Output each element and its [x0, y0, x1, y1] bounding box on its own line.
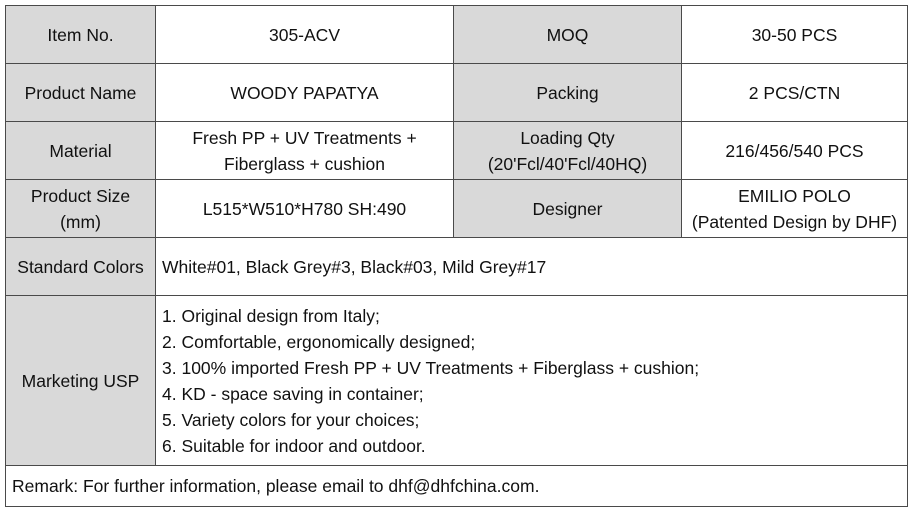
- loading-qty-label-line: Loading Qty: [520, 127, 615, 148]
- table-row: [6, 466, 908, 507]
- remark-text: Remark: For further information, please email to dhf@dhfchina.com.: [6, 466, 908, 507]
- loading-qty-label-line: (20'Fcl/40'Fcl/40HQ): [487, 153, 648, 174]
- designer-value: [682, 180, 908, 238]
- loading-qty-label: [454, 122, 682, 180]
- usp-item: 3. 100% imported Fresh PP + UV Treatments + Fiberglass + cushion;: [162, 357, 700, 378]
- product-name-label: Product Name: [6, 64, 156, 122]
- moq-value: 30-50 PCS: [682, 6, 908, 64]
- usp-item: 1. Original design from Italy;: [162, 305, 380, 326]
- usp-item: 5. Variety colors for your choices;: [162, 409, 420, 430]
- marketing-usp-label: Marketing USP: [6, 296, 156, 466]
- product-size-value: L515*W510*H780 SH:490: [156, 180, 454, 238]
- product-size-label-line: Product Size: [30, 185, 131, 206]
- marketing-usp-value: [156, 296, 908, 466]
- material-value: [156, 122, 454, 180]
- table-row: [6, 64, 908, 122]
- product-name-value: WOODY PAPATYA: [156, 64, 454, 122]
- designer-label: Designer: [454, 180, 682, 238]
- table-row: [6, 296, 908, 466]
- packing-value: 2 PCS/CTN: [682, 64, 908, 122]
- table-row: [6, 238, 908, 296]
- table-row: [6, 6, 908, 64]
- product-size-label-line: (mm): [60, 211, 101, 232]
- designer-value-line: (Patented Design by DHF): [691, 211, 898, 232]
- packing-label: Packing: [454, 64, 682, 122]
- item-no-value: 305-ACV: [156, 6, 454, 64]
- usp-list: [162, 303, 901, 459]
- usp-item: 2. Comfortable, ergonomically designed;: [162, 331, 476, 352]
- table-row: [6, 122, 908, 180]
- product-spec-table: [5, 5, 908, 507]
- material-value-line: Fiberglass + cushion: [224, 153, 385, 174]
- table-row: [6, 180, 908, 238]
- standard-colors-label: Standard Colors: [6, 238, 156, 296]
- usp-item: 6. Suitable for indoor and outdoor.: [162, 435, 426, 456]
- loading-qty-value: 216/456/540 PCS: [682, 122, 908, 180]
- material-value-line: Fresh PP + UV Treatments +: [192, 127, 417, 148]
- item-no-label: Item No.: [6, 6, 156, 64]
- moq-label: MOQ: [454, 6, 682, 64]
- product-size-label: [6, 180, 156, 238]
- designer-value-line: EMILIO POLO: [738, 185, 851, 206]
- usp-item: 4. KD - space saving in container;: [162, 383, 424, 404]
- material-label: Material: [6, 122, 156, 180]
- standard-colors-value: White#01, Black Grey#3, Black#03, Mild Grey#17: [156, 238, 908, 296]
